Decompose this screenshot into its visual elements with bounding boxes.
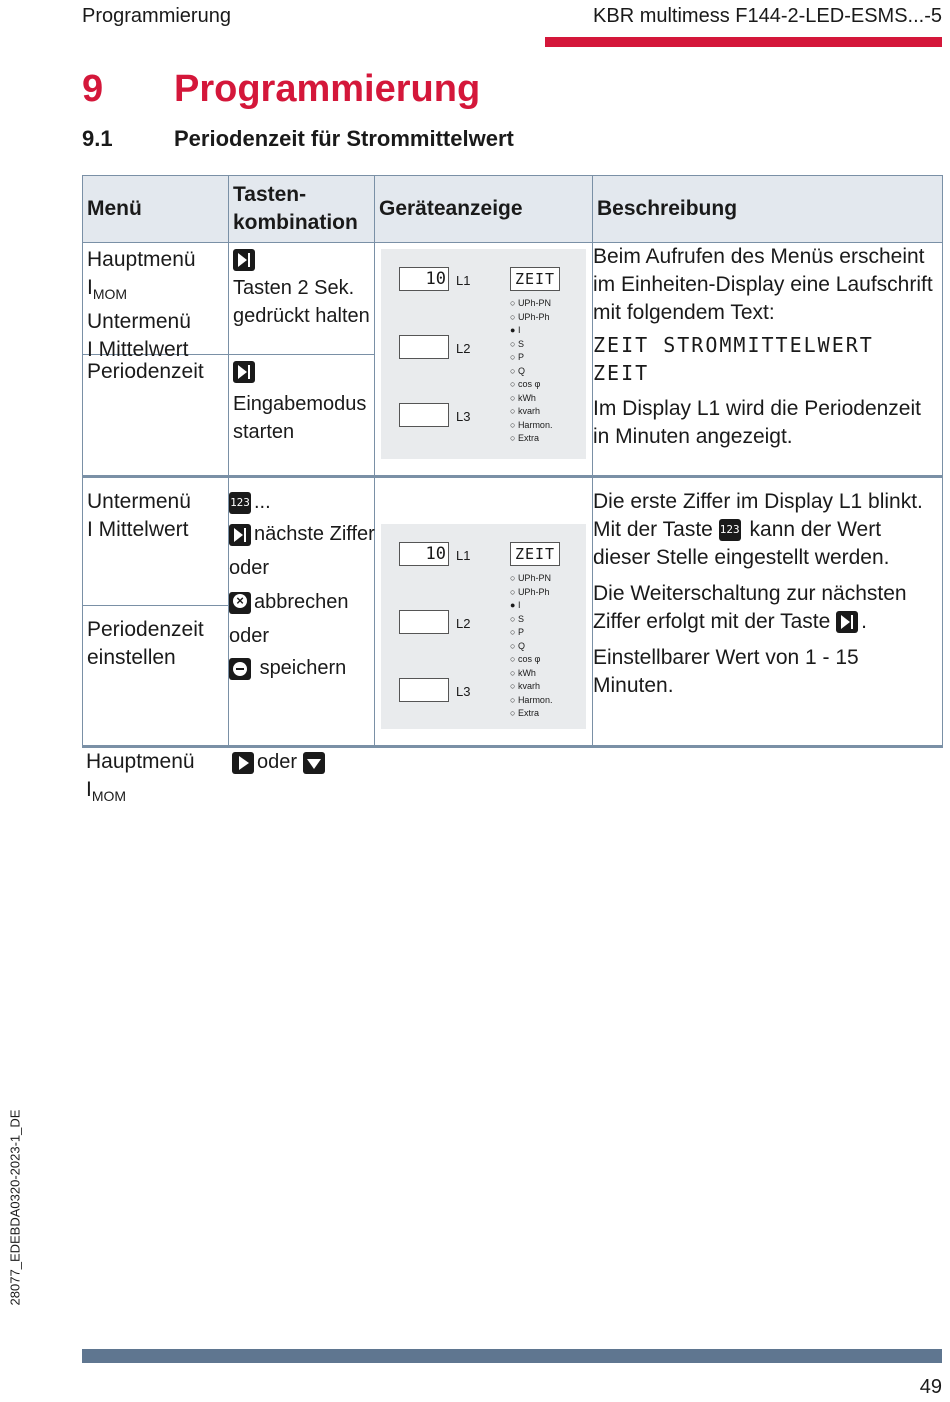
menu-period-action: einstellen bbox=[87, 646, 176, 669]
menu-cell bbox=[83, 478, 228, 606]
indicator-item: ○ cos φ bbox=[510, 653, 552, 667]
lcd-l3 bbox=[399, 403, 449, 427]
next-key-icon bbox=[233, 249, 255, 271]
description-text: Einstellbarer Wert von 1 - 15 Minuten. bbox=[593, 646, 859, 697]
section-title: Periodenzeit für Strommittelwert bbox=[174, 126, 514, 151]
chapter-title: Programmierung bbox=[174, 68, 481, 110]
indicator-item: ● I bbox=[510, 599, 552, 613]
unit-display: ZEIT bbox=[510, 542, 560, 566]
menu-main-sub: $I_{MOM}$ bbox=[86, 778, 127, 805]
lcd-l1: 10 bbox=[399, 267, 449, 291]
page-number: 49 bbox=[919, 1376, 942, 1398]
label-l2: L2 bbox=[456, 616, 471, 631]
menu-cell bbox=[83, 355, 228, 475]
table-row bbox=[83, 243, 943, 477]
description-text: Im Display L1 wird die Periodenzeit in Minuten angezeigt. bbox=[593, 397, 921, 448]
indicator-item: ● I bbox=[510, 324, 552, 338]
key-or: oder bbox=[229, 557, 270, 579]
lcd-l2 bbox=[399, 335, 449, 359]
menu-sub: Untermenü bbox=[87, 490, 191, 513]
key-instruction: Eingabemodus starten bbox=[233, 393, 367, 443]
programming-table bbox=[82, 175, 943, 748]
indicator-item: ○ kWh bbox=[510, 392, 552, 406]
down-key-icon bbox=[303, 752, 325, 774]
cancel-key-icon bbox=[229, 592, 251, 614]
indicator-item: ○ cos φ bbox=[510, 378, 552, 392]
menu-cell bbox=[83, 243, 228, 362]
indicator-item: ○ kvarh bbox=[510, 680, 552, 694]
header-product-title: KBR multimess F144-2-LED-ESMS...-5 bbox=[593, 5, 942, 27]
keys-cell bbox=[229, 243, 374, 355]
description-text: Die Weiterschaltung zur nächsten Ziffer erfolgt mit der Taste . bbox=[593, 582, 907, 633]
key-or: oder bbox=[257, 751, 298, 773]
label-l3: L3 bbox=[456, 684, 471, 699]
indicator-item: ○ Harmon. bbox=[510, 694, 552, 708]
header-section-title: Programmierung bbox=[82, 5, 231, 27]
device-display bbox=[381, 524, 586, 729]
indicator-list bbox=[510, 297, 552, 446]
label-l3: L3 bbox=[456, 409, 471, 424]
menu-main: Hauptmenü bbox=[87, 248, 196, 271]
header-display: Geräteanzeige bbox=[375, 176, 593, 243]
menu-sub: Untermenü bbox=[87, 310, 191, 334]
description-cell bbox=[593, 477, 943, 747]
next-key-icon bbox=[233, 361, 255, 383]
unit-display: ZEIT bbox=[510, 267, 560, 291]
footer-bar bbox=[82, 1349, 942, 1363]
menu-period: Periodenzeit bbox=[87, 360, 204, 383]
key-instruction: abbrechen bbox=[254, 591, 349, 613]
section-number: 9.1 bbox=[82, 126, 113, 151]
next-key-icon bbox=[229, 524, 251, 546]
number-key-icon: 123 bbox=[719, 519, 741, 541]
table-row bbox=[83, 477, 943, 747]
indicator-item: ○ kWh bbox=[510, 667, 552, 681]
label-l1: L1 bbox=[456, 273, 471, 288]
key-or: oder bbox=[229, 625, 270, 647]
indicator-item: ○ S bbox=[510, 338, 552, 352]
description-text: Beim Aufrufen des Menüs erscheint im Einheiten-Display eine Laufschrift mit folgendem Text: bbox=[593, 245, 933, 324]
play-key-icon bbox=[232, 752, 254, 774]
indicator-item: ○ UPh-PN bbox=[510, 297, 552, 311]
save-key-icon bbox=[229, 658, 251, 680]
indicator-item: ○ Extra bbox=[510, 707, 552, 721]
next-key-icon bbox=[836, 611, 858, 633]
menu-main-sub: $I_{MOM}$ bbox=[87, 276, 128, 303]
indicator-item: ○ UPh-PN bbox=[510, 572, 552, 586]
keys-cell: 123 ... nächste Ziffer oder ×abbrechen oder speichern bbox=[229, 477, 375, 747]
document-id: 28077_EDEBDA0320-2023-1_DE bbox=[7, 1109, 23, 1306]
chapter-number: 9 bbox=[82, 68, 104, 110]
menu-sub-name: I Mittelwert bbox=[87, 338, 189, 362]
number-key-icon: 123 bbox=[229, 492, 251, 514]
lcd-l1: 10 bbox=[399, 542, 449, 566]
indicator-item: ○ S bbox=[510, 613, 552, 627]
header-description: Beschreibung bbox=[593, 176, 943, 243]
label-l1: L1 bbox=[456, 548, 471, 563]
header-accent-bar bbox=[545, 37, 942, 47]
indicator-item: ○ Q bbox=[510, 640, 552, 654]
indicator-list bbox=[510, 572, 552, 721]
indicator-item: ○ Harmon. bbox=[510, 419, 552, 433]
menu-main: Hauptmenü bbox=[86, 750, 195, 773]
lcd-l2 bbox=[399, 610, 449, 634]
indicator-item: ○ P bbox=[510, 351, 552, 365]
key-instruction: speichern bbox=[259, 657, 347, 679]
indicator-item: ○ UPh-Ph bbox=[510, 311, 552, 325]
lcd-l3 bbox=[399, 678, 449, 702]
device-display bbox=[381, 249, 586, 459]
key-instruction: Tasten 2 Sek. gedrückt halten bbox=[233, 277, 370, 327]
description-text: Die erste Ziffer im Display L1 blinkt. bbox=[593, 490, 923, 513]
header-keys: Tasten- kombination bbox=[229, 176, 375, 243]
description-text: Mit der Taste 123 kann der Wert dieser Stelle eingestellt werden. bbox=[593, 518, 890, 569]
label-l2: L2 bbox=[456, 341, 471, 356]
scroll-text: ZEIT STROMMITTELWERT ZEIT bbox=[593, 333, 874, 385]
description-cell bbox=[593, 243, 943, 477]
menu-sub-name: I Mittelwert bbox=[87, 518, 189, 541]
menu-cell bbox=[83, 606, 228, 745]
indicator-item: ○ P bbox=[510, 626, 552, 640]
indicator-item: ○ Q bbox=[510, 365, 552, 379]
table-header-row bbox=[83, 176, 943, 243]
indicator-item: ○ UPh-Ph bbox=[510, 586, 552, 600]
key-instruction: nächste Ziffer bbox=[254, 523, 375, 545]
menu-period: Periodenzeit bbox=[87, 618, 204, 641]
keys-cell bbox=[229, 355, 374, 475]
indicator-item: ○ kvarh bbox=[510, 405, 552, 419]
indicator-item: ○ Extra bbox=[510, 432, 552, 446]
header-menu: Menü bbox=[83, 176, 229, 243]
